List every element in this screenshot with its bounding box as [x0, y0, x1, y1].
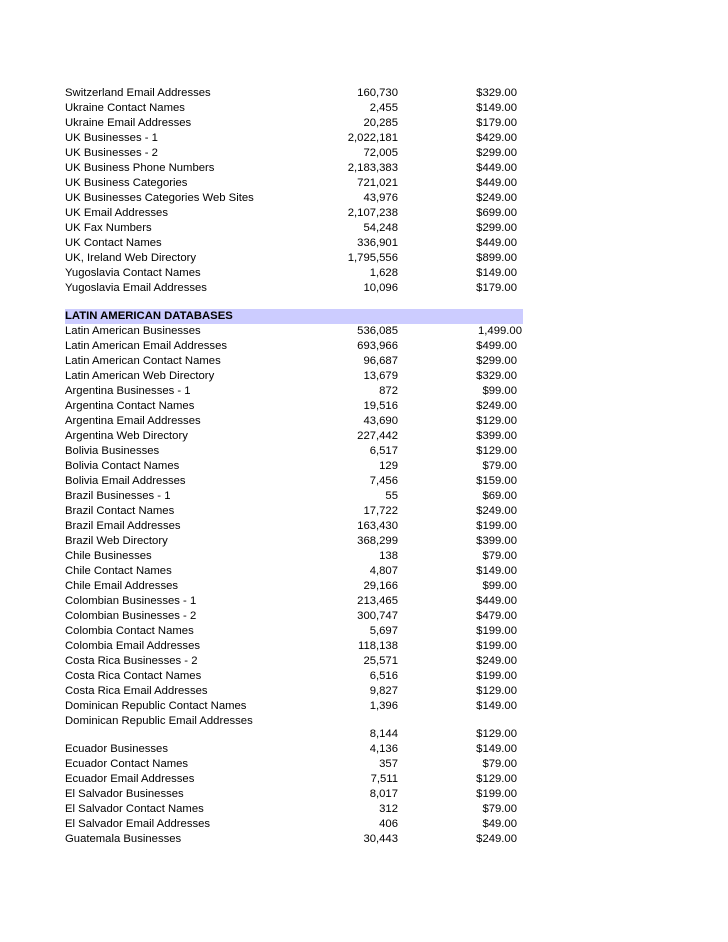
- product-price: $299.00: [476, 355, 517, 367]
- record-count: 20,285: [363, 117, 398, 129]
- product-name: Latin American Email Addresses: [65, 340, 228, 352]
- record-count: 721,021: [357, 177, 398, 189]
- table-row: [65, 669, 525, 684]
- table-row: [65, 817, 525, 832]
- product-price: $149.00: [476, 743, 517, 755]
- product-name: Bolivia Contact Names: [65, 460, 180, 472]
- latin-america-rows-group: [65, 324, 525, 714]
- product-price: $399.00: [476, 535, 517, 547]
- record-count: 536,085: [357, 325, 398, 337]
- product-name: Brazil Contact Names: [65, 505, 175, 517]
- table-row: [65, 414, 525, 429]
- product-price: $249.00: [476, 655, 517, 667]
- table-row: [65, 191, 525, 206]
- product-price: $129.00: [476, 685, 517, 697]
- product-name: El Salvador Contact Names: [65, 803, 204, 815]
- product-name: Yugoslavia Email Addresses: [65, 282, 207, 294]
- product-price: $449.00: [476, 162, 517, 174]
- table-row: [65, 384, 525, 399]
- record-count: 872: [379, 385, 398, 397]
- product-name: Brazil Web Directory: [65, 535, 168, 547]
- record-count: 357: [379, 758, 398, 770]
- europe-rows-group: [65, 86, 525, 296]
- product-price: $449.00: [476, 595, 517, 607]
- product-price: $49.00: [482, 818, 517, 830]
- product-name: Ecuador Businesses: [65, 743, 168, 755]
- record-count: 6,517: [369, 445, 398, 457]
- product-price: $249.00: [476, 192, 517, 204]
- record-count: 43,690: [363, 415, 398, 427]
- product-price: $149.00: [476, 102, 517, 114]
- product-price: $299.00: [476, 222, 517, 234]
- table-row: [65, 354, 525, 369]
- table-row: [65, 131, 525, 146]
- record-count: 13,679: [363, 370, 398, 382]
- product-price: $449.00: [476, 237, 517, 249]
- product-name: Bolivia Businesses: [65, 445, 160, 457]
- product-price: $299.00: [476, 147, 517, 159]
- record-count: 72,005: [363, 147, 398, 159]
- table-row: [65, 444, 525, 459]
- table-row: [65, 699, 525, 714]
- product-name: Latin American Web Directory: [65, 370, 215, 382]
- table-row: [65, 684, 525, 699]
- product-price: $479.00: [476, 610, 517, 622]
- record-count: 9,827: [369, 685, 398, 697]
- table-row: [65, 714, 525, 742]
- table-row: [65, 251, 525, 266]
- table-row: [65, 549, 525, 564]
- table-row: [65, 101, 525, 116]
- product-name: Brazil Email Addresses: [65, 520, 181, 532]
- product-name: Ecuador Contact Names: [65, 758, 189, 770]
- product-name: Chile Businesses: [65, 550, 152, 562]
- record-count: 2,455: [369, 102, 398, 114]
- product-price: $449.00: [476, 177, 517, 189]
- table-row: [65, 757, 525, 772]
- product-price: $99.00: [482, 580, 517, 592]
- record-count: 368,299: [357, 535, 398, 547]
- product-name: UK Email Addresses: [65, 207, 168, 219]
- product-name: UK Business Phone Numbers: [65, 162, 215, 174]
- table-row: [65, 266, 525, 281]
- product-price: $249.00: [476, 505, 517, 517]
- record-count: 1,396: [369, 700, 398, 712]
- product-price: $199.00: [476, 788, 517, 800]
- record-count: 312: [379, 803, 398, 815]
- record-count: 10,096: [363, 282, 398, 294]
- record-count: 227,442: [357, 430, 398, 442]
- product-name: Colombian Businesses - 2: [65, 610, 197, 622]
- record-count: 1,795,556: [347, 252, 398, 264]
- table-row: [65, 161, 525, 176]
- product-price: $69.00: [482, 490, 517, 502]
- product-name: El Salvador Email Addresses: [65, 818, 211, 830]
- table-row: [65, 474, 525, 489]
- product-name: UK Businesses - 1: [65, 132, 158, 144]
- record-count: 300,747: [357, 610, 398, 622]
- record-count: 213,465: [357, 595, 398, 607]
- record-count: 54,248: [363, 222, 398, 234]
- product-name: Costa Rica Contact Names: [65, 670, 202, 682]
- record-count: 1,628: [369, 267, 398, 279]
- product-price: $199.00: [476, 670, 517, 682]
- table-row: [65, 221, 525, 236]
- table-row: [65, 832, 525, 847]
- product-name: UK, Ireland Web Directory: [65, 252, 197, 264]
- record-count: 693,966: [357, 340, 398, 352]
- product-name: UK Businesses Categories Web Sites: [65, 192, 254, 204]
- product-price: $199.00: [476, 520, 517, 532]
- product-price: $199.00: [476, 640, 517, 652]
- table-row: [65, 564, 525, 579]
- record-count: 129: [379, 460, 398, 472]
- product-price: $129.00: [476, 415, 517, 427]
- product-price: $899.00: [476, 252, 517, 264]
- product-price: $329.00: [476, 370, 517, 382]
- table-row: [65, 609, 525, 624]
- product-price: $79.00: [482, 550, 517, 562]
- table-row: [65, 519, 525, 534]
- product-price: $79.00: [482, 460, 517, 472]
- product-name: Dominican Republic Email Addresses: [65, 715, 253, 727]
- table-row: [65, 339, 525, 354]
- product-price: $699.00: [476, 207, 517, 219]
- record-count: 5,697: [369, 625, 398, 637]
- product-price: $159.00: [476, 475, 517, 487]
- table-row: [65, 399, 525, 414]
- table-row: [65, 787, 525, 802]
- product-price: $79.00: [482, 803, 517, 815]
- record-count: 17,722: [363, 505, 398, 517]
- product-name: UK Businesses - 2: [65, 147, 158, 159]
- table-row: [65, 236, 525, 251]
- product-name: Bolivia Email Addresses: [65, 475, 186, 487]
- product-name: Guatemala Businesses: [65, 833, 182, 845]
- section-header-label: LATIN AMERICAN DATABASES: [65, 310, 233, 322]
- record-count: 19,516: [363, 400, 398, 412]
- table-row: [65, 369, 525, 384]
- table-row: [65, 594, 525, 609]
- product-price: $329.00: [476, 87, 517, 99]
- table-row: [65, 324, 525, 339]
- table-row: [65, 772, 525, 787]
- table-row: [65, 504, 525, 519]
- product-name: UK Fax Numbers: [65, 222, 152, 234]
- record-count: 4,807: [369, 565, 398, 577]
- product-price: $399.00: [476, 430, 517, 442]
- product-price: $149.00: [476, 700, 517, 712]
- product-price: $149.00: [476, 267, 517, 279]
- record-count: 2,107,238: [347, 207, 398, 219]
- product-price: $179.00: [476, 282, 517, 294]
- table-row: [65, 281, 525, 296]
- record-count: 7,511: [370, 773, 398, 785]
- product-name: Argentina Web Directory: [65, 430, 188, 442]
- product-price: $79.00: [482, 758, 517, 770]
- product-name: Latin American Contact Names: [65, 355, 221, 367]
- product-name: Colombian Businesses - 1: [65, 595, 197, 607]
- table-row: [65, 654, 525, 669]
- product-price: $129.00: [476, 445, 517, 457]
- product-name: Ukraine Email Addresses: [65, 117, 192, 129]
- table-row: [65, 429, 525, 444]
- product-price: $429.00: [476, 132, 517, 144]
- table-row: [65, 639, 525, 654]
- product-name: Colombia Contact Names: [65, 625, 194, 637]
- table-row: [65, 146, 525, 161]
- product-name: Costa Rica Businesses - 2: [65, 655, 198, 667]
- product-name: Ecuador Email Addresses: [65, 773, 195, 785]
- product-name: El Salvador Businesses: [65, 788, 184, 800]
- table-row: [65, 802, 525, 817]
- latin-america-rows-group-continued: [65, 742, 525, 847]
- product-price: $499.00: [476, 340, 517, 352]
- record-count: 118,138: [358, 640, 398, 652]
- product-price: $129.00: [476, 728, 517, 740]
- product-price: $129.00: [476, 773, 517, 785]
- table-row: [65, 742, 525, 757]
- product-name: Switzerland Email Addresses: [65, 87, 211, 99]
- table-row: [65, 489, 525, 504]
- product-name: Colombia Email Addresses: [65, 640, 200, 652]
- product-name: Costa Rica Email Addresses: [65, 685, 208, 697]
- record-count: 29,166: [363, 580, 398, 592]
- table-row: [65, 624, 525, 639]
- product-name: Yugoslavia Contact Names: [65, 267, 201, 279]
- product-price: $249.00: [476, 400, 517, 412]
- table-row: [65, 86, 525, 101]
- product-name: Dominican Republic Contact Names: [65, 700, 247, 712]
- product-name: Argentina Email Addresses: [65, 415, 201, 427]
- table-row: [65, 116, 525, 131]
- table-row: [65, 534, 525, 549]
- record-count: 2,183,383: [347, 162, 398, 174]
- record-count: 8,144: [369, 728, 398, 740]
- spacer-row: [65, 296, 525, 309]
- record-count: 30,443: [363, 833, 398, 845]
- product-name: Latin American Businesses: [65, 325, 201, 337]
- record-count: 138: [379, 550, 398, 562]
- record-count: 43,976: [363, 192, 398, 204]
- product-price: $199.00: [476, 625, 517, 637]
- product-name: Ukraine Contact Names: [65, 102, 185, 114]
- table-row: [65, 459, 525, 474]
- record-count: 7,456: [369, 475, 398, 487]
- product-price: 1,499.00: [478, 325, 522, 337]
- record-count: 336,901: [357, 237, 398, 249]
- product-name: Chile Email Addresses: [65, 580, 179, 592]
- record-count: 160,730: [357, 87, 398, 99]
- record-count: 163,430: [357, 520, 398, 532]
- record-count: 8,017: [369, 788, 398, 800]
- record-count: 2,022,181: [347, 132, 398, 144]
- section-header-row: [65, 309, 523, 324]
- product-name: UK Contact Names: [65, 237, 162, 249]
- table-row: [65, 206, 525, 221]
- price-list-table: [65, 86, 525, 847]
- record-count: 55: [385, 490, 398, 502]
- record-count: 406: [379, 818, 398, 830]
- table-row: [65, 579, 525, 594]
- record-count: 96,687: [363, 355, 398, 367]
- product-price: $179.00: [476, 117, 517, 129]
- table-row: [65, 176, 525, 191]
- product-name: Brazil Businesses - 1: [65, 490, 171, 502]
- product-price: $149.00: [476, 565, 517, 577]
- product-price: $99.00: [482, 385, 517, 397]
- product-name: Argentina Businesses - 1: [65, 385, 191, 397]
- record-count: 4,136: [369, 743, 398, 755]
- record-count: 25,571: [363, 655, 398, 667]
- product-name: UK Business Categories: [65, 177, 188, 189]
- product-price: $249.00: [476, 833, 517, 845]
- product-name: Argentina Contact Names: [65, 400, 195, 412]
- product-name: Chile Contact Names: [65, 565, 172, 577]
- record-count: 6,516: [369, 670, 398, 682]
